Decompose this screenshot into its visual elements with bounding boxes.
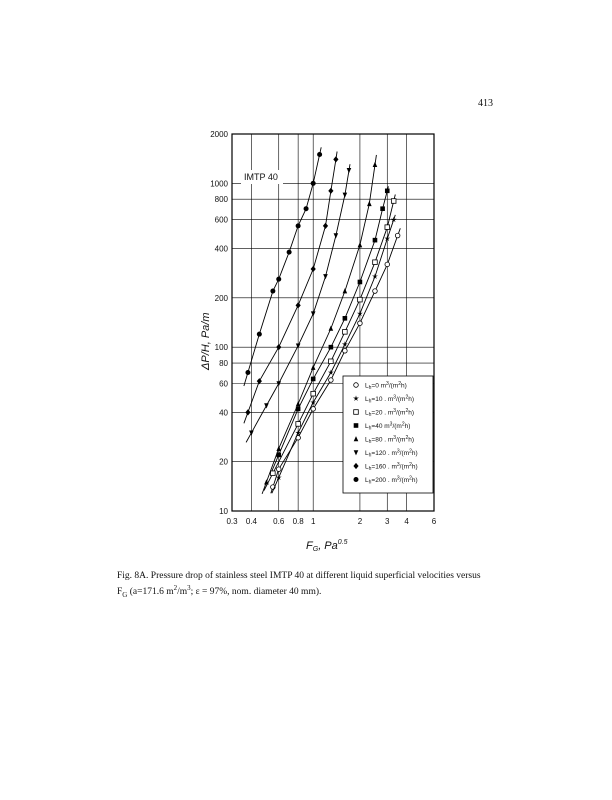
caption-line-1: Fig. 8A. Pressure drop of stainless steel IMTP 40 at different liquid superficial velocities versus <box>117 571 481 581</box>
data-point-L_h=20 <box>385 225 390 230</box>
data-point-L_h=80 <box>329 326 334 331</box>
y-tick-label: 200 <box>214 293 228 303</box>
data-point-L_h=40 <box>329 345 334 350</box>
data-point-L_h=120 <box>323 274 328 279</box>
legend-label-L_h=40: $L_h=40$ $m^3/(m^2h)$ <box>365 421 411 432</box>
x-tick-label: 0.4 <box>245 517 257 526</box>
caption-fg: F <box>117 587 123 598</box>
data-point-L_h=160 <box>245 409 250 415</box>
data-point-L_h=40 <box>358 280 363 285</box>
data-point-L_h=200 <box>287 250 292 255</box>
data-point-L_h=160 <box>311 266 316 272</box>
legend-marker-L_h=20 <box>354 410 359 415</box>
data-point-L_h=80 <box>367 201 372 206</box>
y-tick-label: 60 <box>219 379 228 389</box>
x-label-f: F <box>306 540 313 552</box>
caption-sup-2: 3 <box>187 584 191 592</box>
legend-marker-L_h=0 <box>354 383 359 388</box>
y-tick-label: 1000 <box>210 179 228 189</box>
data-point-L_h=0 <box>395 233 400 238</box>
data-point-L_h=200 <box>276 277 281 282</box>
data-point-L_h=80 <box>296 401 301 406</box>
x-tick-label: 0.3 <box>226 517 238 526</box>
y-tick-label: 600 <box>214 215 228 225</box>
data-point-L_h=0 <box>276 467 281 472</box>
data-point-L_h=10 <box>342 341 348 347</box>
legend-label-L_h=10: $L_h=10$ . $m^3/(m^2h)$ <box>365 394 414 405</box>
y-tick-label: 800 <box>214 195 228 205</box>
data-point-L_h=120 <box>296 343 301 348</box>
legend-label-L_h=80: $L_h=80$ . $m^3/(m^2h)$ <box>365 435 414 445</box>
data-point-L_h=0 <box>329 378 334 383</box>
data-point-L_h=80 <box>343 288 348 293</box>
data-point-L_h=20 <box>311 391 316 396</box>
data-point-L_h=160 <box>323 223 328 229</box>
legend-label-L_h=0: $L_h=0$ $m^3/(m^2h)$ <box>365 381 407 391</box>
data-point-L_h=0 <box>385 262 390 267</box>
y-tick-label: 80 <box>219 359 228 369</box>
data-point-L_h=10 <box>328 369 334 375</box>
x-label-unit: , Pa <box>318 540 338 552</box>
y-tick-label: 40 <box>219 408 228 418</box>
legend-label-L_h=160: $L_h=160$ . $m^3/(m^2h)$ <box>365 462 418 472</box>
legend-marker-L_h=200 <box>354 477 359 482</box>
data-point-L_h=200 <box>257 332 262 337</box>
data-point-L_h=160 <box>333 156 338 162</box>
data-point-L_h=0 <box>311 407 316 412</box>
data-point-L_h=40 <box>343 316 348 321</box>
legend-label-L_h=120: $L_h=120$ . $m^3/(m^2h)$ <box>365 448 418 459</box>
figure-caption <box>117 570 517 601</box>
x-tick-label: 3 <box>385 517 390 526</box>
data-point-L_h=80 <box>358 242 363 247</box>
data-point-L_h=20 <box>373 260 378 265</box>
data-point-L_h=160 <box>296 302 301 308</box>
x-tick-label: 6 <box>431 517 437 526</box>
legend-marker-L_h=40 <box>354 423 359 428</box>
data-point-L_h=200 <box>304 206 309 211</box>
caption-line-2 <box>117 582 517 601</box>
x-tick-label: 0.8 <box>292 517 304 526</box>
x-tick-label: 2 <box>357 517 363 526</box>
y-axis-label: ΔP/H, Pa/m <box>200 312 212 370</box>
data-point-L_h=0 <box>343 349 348 354</box>
data-point-L_h=80 <box>276 446 281 451</box>
data-point-L_h=10 <box>372 273 378 279</box>
x-tick-label: 0.6 <box>273 517 285 526</box>
y-tick-label: 400 <box>214 244 228 254</box>
y-tick-label: 10 <box>219 507 228 516</box>
data-point-L_h=80 <box>373 162 378 167</box>
data-point-L_h=200 <box>245 370 250 375</box>
data-point-L_h=160 <box>276 344 281 350</box>
data-point-L_h=120 <box>311 311 316 316</box>
data-point-L_h=20 <box>271 471 276 476</box>
x-label-sup: 0.5 <box>337 539 348 546</box>
data-point-L_h=200 <box>317 152 322 157</box>
data-point-L_h=40 <box>380 206 385 211</box>
data-point-L_h=0 <box>373 289 378 294</box>
caption-sup-1: 2 <box>173 584 178 592</box>
caption-c: ; ε = 97%, nom. diameter 40 mm). <box>190 587 322 598</box>
data-point-L_h=160 <box>328 188 333 194</box>
data-point-L_h=20 <box>358 297 363 302</box>
caption-b: /m <box>177 587 188 598</box>
data-point-L_h=20 <box>296 422 301 427</box>
x-tick-labels <box>226 517 436 526</box>
data-point-L_h=80 <box>311 365 316 370</box>
legend-box <box>343 376 433 493</box>
data-point-L_h=120 <box>347 168 352 173</box>
legend-label-L_h=20: $L_h=20$ . $m^3/(m^2h)$ <box>365 408 414 418</box>
data-point-L_h=200 <box>270 289 275 294</box>
data-point-L_h=120 <box>343 193 348 198</box>
data-point-L_h=200 <box>311 181 316 186</box>
data-point-L_h=20 <box>329 359 334 364</box>
x-tick-label: 4 <box>404 517 409 526</box>
data-point-L_h=0 <box>358 321 363 326</box>
annotation-imtp: IMTP 40 <box>244 172 278 182</box>
legend-label-L_h=200: $L_h=200$ . $m^3/(m^2h)$ <box>365 475 418 486</box>
data-point-L_h=20 <box>391 199 396 204</box>
y-tick-label: 20 <box>219 457 228 467</box>
x-axis-label <box>306 539 348 553</box>
data-point-L_h=20 <box>343 330 348 335</box>
data-point-L_h=120 <box>334 233 339 238</box>
data-point-L_h=40 <box>373 238 378 243</box>
y-tick-labels <box>210 130 228 516</box>
data-point-L_h=40 <box>385 189 390 194</box>
page-number: 413 <box>478 98 493 109</box>
x-label-sub: G <box>312 546 319 553</box>
data-point-L_h=40 <box>311 377 316 382</box>
x-tick-label: 1 <box>310 517 316 526</box>
y-tick-label: 2000 <box>210 130 228 139</box>
data-point-L_h=200 <box>296 223 301 228</box>
caption-a: (a=171.6 m <box>127 587 174 598</box>
y-tick-label: 100 <box>214 343 228 353</box>
caption-fg-sub: G <box>122 591 128 600</box>
